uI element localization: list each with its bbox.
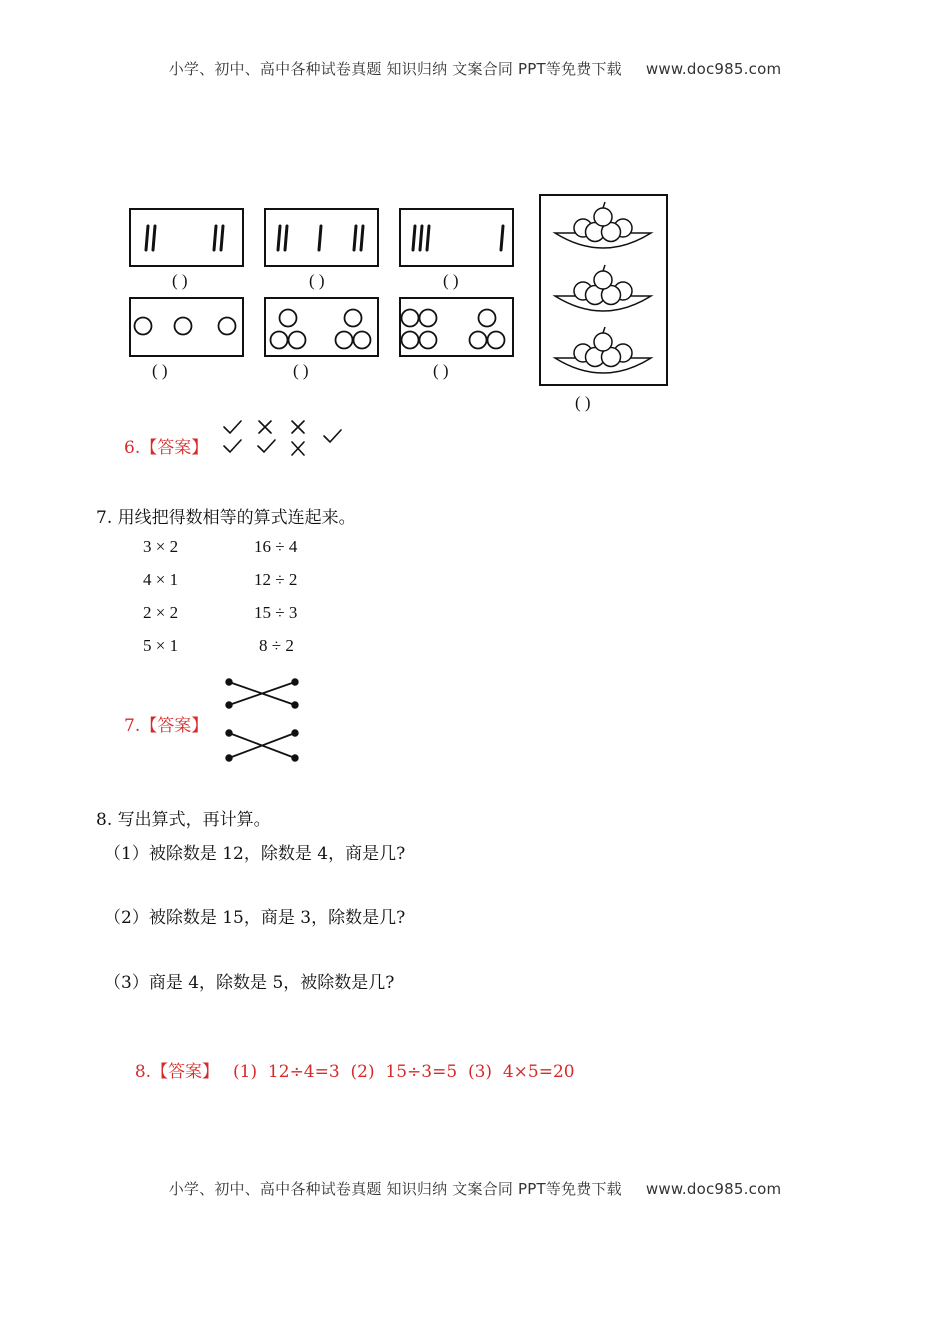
answer-paren-5: ( ) (293, 361, 309, 380)
answer-paren-7: ( ) (575, 393, 591, 412)
circle-box-1 (130, 298, 243, 356)
q8-item-2: （2）被除数是 15，商是 3，除数是几? (104, 908, 406, 928)
q6-answer-marks (222, 418, 347, 460)
q6-figure (125, 188, 685, 418)
q7-left-4: 5 × 1 (143, 636, 179, 655)
q8-answer-label: 8.【答案】 (134, 1062, 220, 1082)
q7-right-1: 16 ÷ 4 (254, 537, 298, 556)
answer-paren-3: ( ) (443, 271, 459, 290)
check-mark (224, 440, 241, 452)
cross-mark (292, 442, 304, 455)
q7-answer-label: 7.【答案】 (124, 716, 209, 736)
q8-item-3: （3）商是 4，除数是 5，被除数是几? (104, 973, 395, 993)
check-mark (324, 430, 341, 442)
answer-paren-2: ( ) (309, 271, 325, 290)
check-mark (224, 421, 241, 433)
cross-mark (259, 421, 271, 433)
q7-left-2: 4 × 1 (143, 570, 179, 589)
q8-question: 8. 写出算式，再计算。 (96, 810, 271, 830)
apple-plate-2 (555, 265, 651, 311)
q7-right-2: 12 ÷ 2 (254, 570, 298, 589)
circle-box-3 (400, 298, 513, 356)
answer-paren-6: ( ) (433, 361, 449, 380)
q7-question: 7. 用线把得数相等的算式连起来。 (96, 508, 356, 528)
header-text: 小学、初中、高中各种试卷真题 知识归纳 文案合同 PPT等免费下载 (168, 60, 622, 78)
answer-paren-4: ( ) (152, 361, 168, 380)
page-header (0, 58, 950, 79)
answer-paren-1: ( ) (172, 271, 188, 290)
footer-text: 小学、初中、高中各种试卷真题 知识归纳 文案合同 PPT等免费下载 (168, 1180, 622, 1198)
q8-item-1: （1）被除数是 12，除数是 4，商是几? (104, 844, 406, 864)
q7-right-4: 8 ÷ 2 (259, 636, 294, 655)
page-footer (0, 1178, 950, 1199)
tally-box-3 (400, 209, 513, 266)
header-url[interactable]: www.doc985.com (645, 60, 782, 78)
q7-right-3: 15 ÷ 3 (254, 603, 298, 622)
q7-answer-lines (222, 674, 304, 764)
q7-left-3: 2 × 2 (143, 603, 179, 622)
q8-answer-text: (1) 12÷4=3 (2) 15÷3=5 (3) 4×5=20 (233, 1062, 575, 1082)
cross-mark (292, 421, 304, 433)
apple-plate-3 (555, 327, 651, 373)
q7-left-1: 3 × 2 (143, 537, 179, 556)
check-mark (258, 440, 275, 452)
footer-url[interactable]: www.doc985.com (645, 1180, 782, 1198)
apple-plate-1 (555, 202, 651, 248)
q6-answer-label: 6.【答案】 (124, 438, 209, 458)
q8-answer (124, 1037, 575, 1082)
